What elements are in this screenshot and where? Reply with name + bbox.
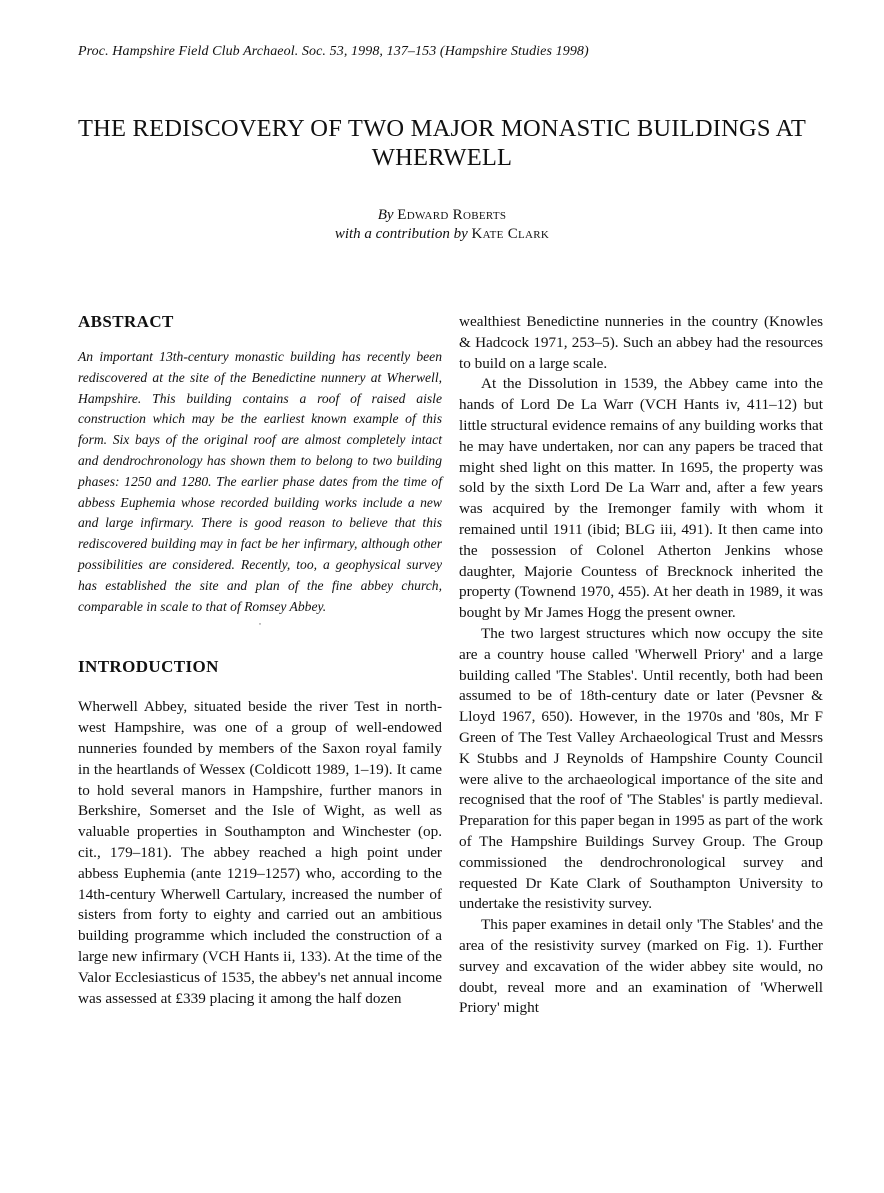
- contribution-line: [0, 225, 884, 244]
- running-head: Proc. Hampshire Field Club Archaeol. Soc. 53, 1998, 137–153 (Hampshire Studies 1998): [78, 44, 589, 59]
- byline: [0, 206, 884, 244]
- intro-paragraph-4: This paper examines in detail only 'The Stables' and the area of the resistivity survey (marked on Fig. 1). Further survey and excavation of the wider abbey site would, no doubt, reveal more and an examination of 'Wherwell Priory' might: [459, 916, 823, 1017]
- by-label: By: [377, 207, 394, 223]
- contributor-name: Kate Clark: [471, 226, 550, 242]
- author-line: [0, 206, 884, 225]
- abstract-heading: ABSTRACT: [78, 312, 174, 331]
- intro-paragraph-1: Wherwell Abbey, situated beside the river Test in north-west Hampshire, was one of a group of well-endowed nunneries founded by members of the Saxon royal family in the heartlands of Wessex (Coldicott 1989, 1–19). It came to hold several manors in Hampshire, further manors in Berkshire, Somerset and the Isle of Wight, as well as valuable properties in Southampton and Winchester (op. cit., 179–181). The abbey reached a high point under abbess Euphemia (ante 1219–1257) who, according to the 14th-century Wherwell Cartulary, increased the number of sisters from forty to eighty and carried out an ambitious building programme which included the construction of a large new infirmary (VCH Hants ii, 133). At the time of the Valor Ecclesiasticus of 1535, the abbey's net annual income was assessed at £339 placing it among the half dozen: [78, 698, 442, 1007]
- right-column: [459, 312, 823, 1019]
- left-column: [78, 312, 442, 1009]
- section-divider: ·: [258, 619, 262, 630]
- intro-paragraph-2: At the Dissolution in 1539, the Abbey came into the hands of Lord De La Warr (VCH Hants iv, 411–12) but little structural evidence remains of any building works that he may have undertaken, nor can any papers be traced that might shed light on this matter. In 1695, the property was sold by the sixth Lord De La Warr and, after a few years was acquired by the Iremonger family with whom it remained until 1911 (ibid; BLG iii, 491). It then came into the possession of Colonel Atherton Jenkins whose daughter, Majorie Countess of Brecknock inherited the property (Townend 1970, 455). At her death in 1989, it was bought by Mr James Hogg the present owner.: [459, 375, 823, 622]
- article-title: THE REDISCOVERY OF TWO MAJOR MONASTIC BUILDINGS AT WHERWELL: [77, 115, 807, 171]
- intro-paragraph-3: The two largest structures which now occupy the site are a country house called 'Wherwell Priory' and a large building called 'The Stables'. Until recently, both had been assumed to be of 18th-century date or later (Pevsner & Lloyd 1967, 650). However, in the 1970s and '80s, Mr F Green of The Test Valley Archaeological Trust and Messrs K Stubbs and J Reynolds of Hampshire County Council were alive to the archaeological importance of the site and recognised that the roof of 'The Stables' is partly medieval. Preparation for this paper began in 1995 as part of the work of The Hampshire Buildings Survey Group. The Group commissioned the dendrochronological survey and requested Dr Kate Clark of Southampton University to undertake the resistivity survey.: [459, 624, 823, 913]
- contribution-label: with a contribution by: [334, 226, 468, 242]
- author-name: Edward Roberts: [397, 207, 507, 223]
- introduction-heading: INTRODUCTION: [78, 657, 219, 677]
- intro-paragraph-1-continued: wealthiest Benedictine nunneries in the country (Knowles & Hadcock 1971, 253–5). Such an abbey had the resources to build on a large scale.: [459, 313, 823, 372]
- abstract-text: An important 13th-century monastic building has recently been rediscovered at the site of the Benedictine nunnery at Wherwell, Hampshire. This building contains a roof of raised aisle construction which may be the earliest known example of this form. Six bays of the original roof are almost completely intact and dendrochronology has shown them to belong to two building phases: 1250 and 1280. The earlier phase dates from the time of abbess Euphemia whose recorded building works include a new and large infirmary. There is good reason to believe that this rediscovered building may in fact be her infirmary, although other possibilities are considered. Recently, too, a geophysical survey has established the site and plan of the fine abbey church, comparable in scale to that of Romsey Abbey.: [78, 349, 442, 614]
